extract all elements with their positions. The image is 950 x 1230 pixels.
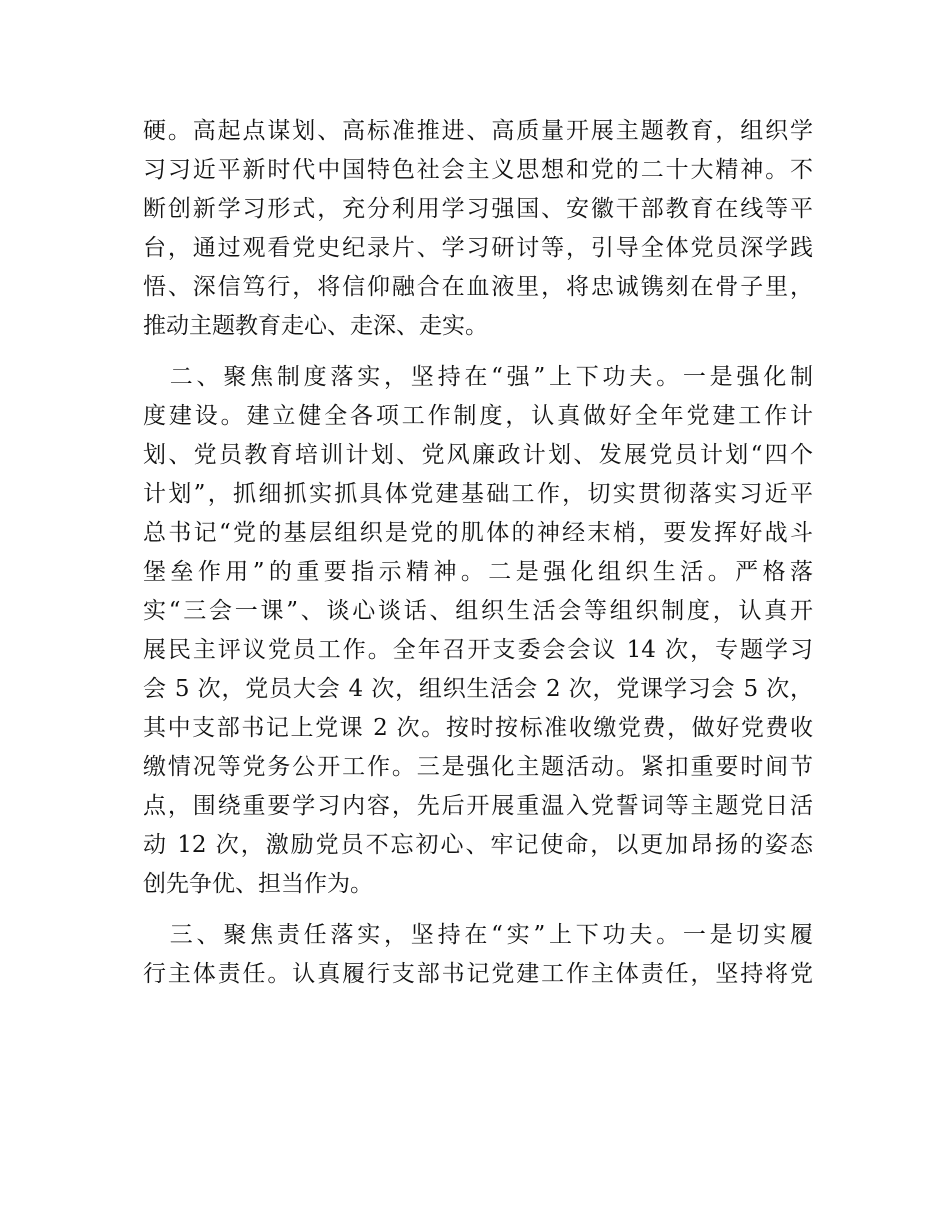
text-line: 实“三会一课”、谈心谈话、组织生活会等组织制度，认真开 xyxy=(143,598,813,624)
text-line: 二、聚焦制度落实，坚持在“强”上下功夫。一是强化制 xyxy=(143,364,813,390)
text-line: 习习近平新时代中国特色社会主义思想和党的二十大精神。不 xyxy=(143,157,813,183)
text-line: 台，通过观看党史纪录片、学习研讨等，引导全体党员深学践 xyxy=(143,235,813,261)
paragraph-3 xyxy=(143,916,813,994)
text-line: 缴情况等党务公开工作。三是强化主题活动。紧扣重要时间节 xyxy=(143,754,813,780)
text-line: 总书记“党的基层组织是党的肌体的神经末梢，要发挥好战斗 xyxy=(143,520,813,546)
text-line: 创先争优、担当作为。 xyxy=(143,871,373,897)
text-line: 堡垒作用”的重要指示精神。二是强化组织生活。严格落 xyxy=(143,559,813,585)
text-line: 推动主题教育走心、走深、走实。 xyxy=(143,313,488,339)
paragraph-2 xyxy=(143,358,813,904)
text-line: 其中支部书记上党课 2 次。按时按标准收缴党费，做好党费收 xyxy=(143,715,813,741)
text-line: 动 12 次，激励党员不忘初心、牢记使命，以更加昂扬的姿态 xyxy=(143,832,813,858)
text-line: 划、党员教育培训计划、党风廉政计划、发展党员计划“四个 xyxy=(143,442,813,468)
text-line: 硬。高起点谋划、高标准推进、高质量开展主题教育，组织学 xyxy=(143,118,813,144)
text-line: 展民主评议党员工作。全年召开支委会会议 14 次，专题学习 xyxy=(143,637,813,663)
text-line: 行主体责任。认真履行支部书记党建工作主体责任，坚持将党 xyxy=(143,961,813,987)
text-line: 三、聚焦责任落实，坚持在“实”上下功夫。一是切实履 xyxy=(143,922,813,948)
text-line: 断创新学习形式，充分利用学习强国、安徽干部教育在线等平 xyxy=(143,196,813,222)
text-line: 计划”，抓细抓实抓具体党建基础工作，切实贯彻落实习近平 xyxy=(143,481,813,507)
paragraph-1 xyxy=(143,112,813,346)
text-line: 度建设。建立健全各项工作制度，认真做好全年党建工作计 xyxy=(143,403,813,429)
text-line: 点，围绕重要学习内容，先后开展重温入党誓词等主题党日活 xyxy=(143,793,813,819)
document-body xyxy=(143,112,813,1006)
text-line: 会 5 次，党员大会 4 次，组织生活会 2 次，党课学习会 5 次， xyxy=(143,676,813,702)
text-line: 悟、深信笃行，将信仰融合在血液里，将忠诚镌刻在骨子里， xyxy=(143,274,813,300)
